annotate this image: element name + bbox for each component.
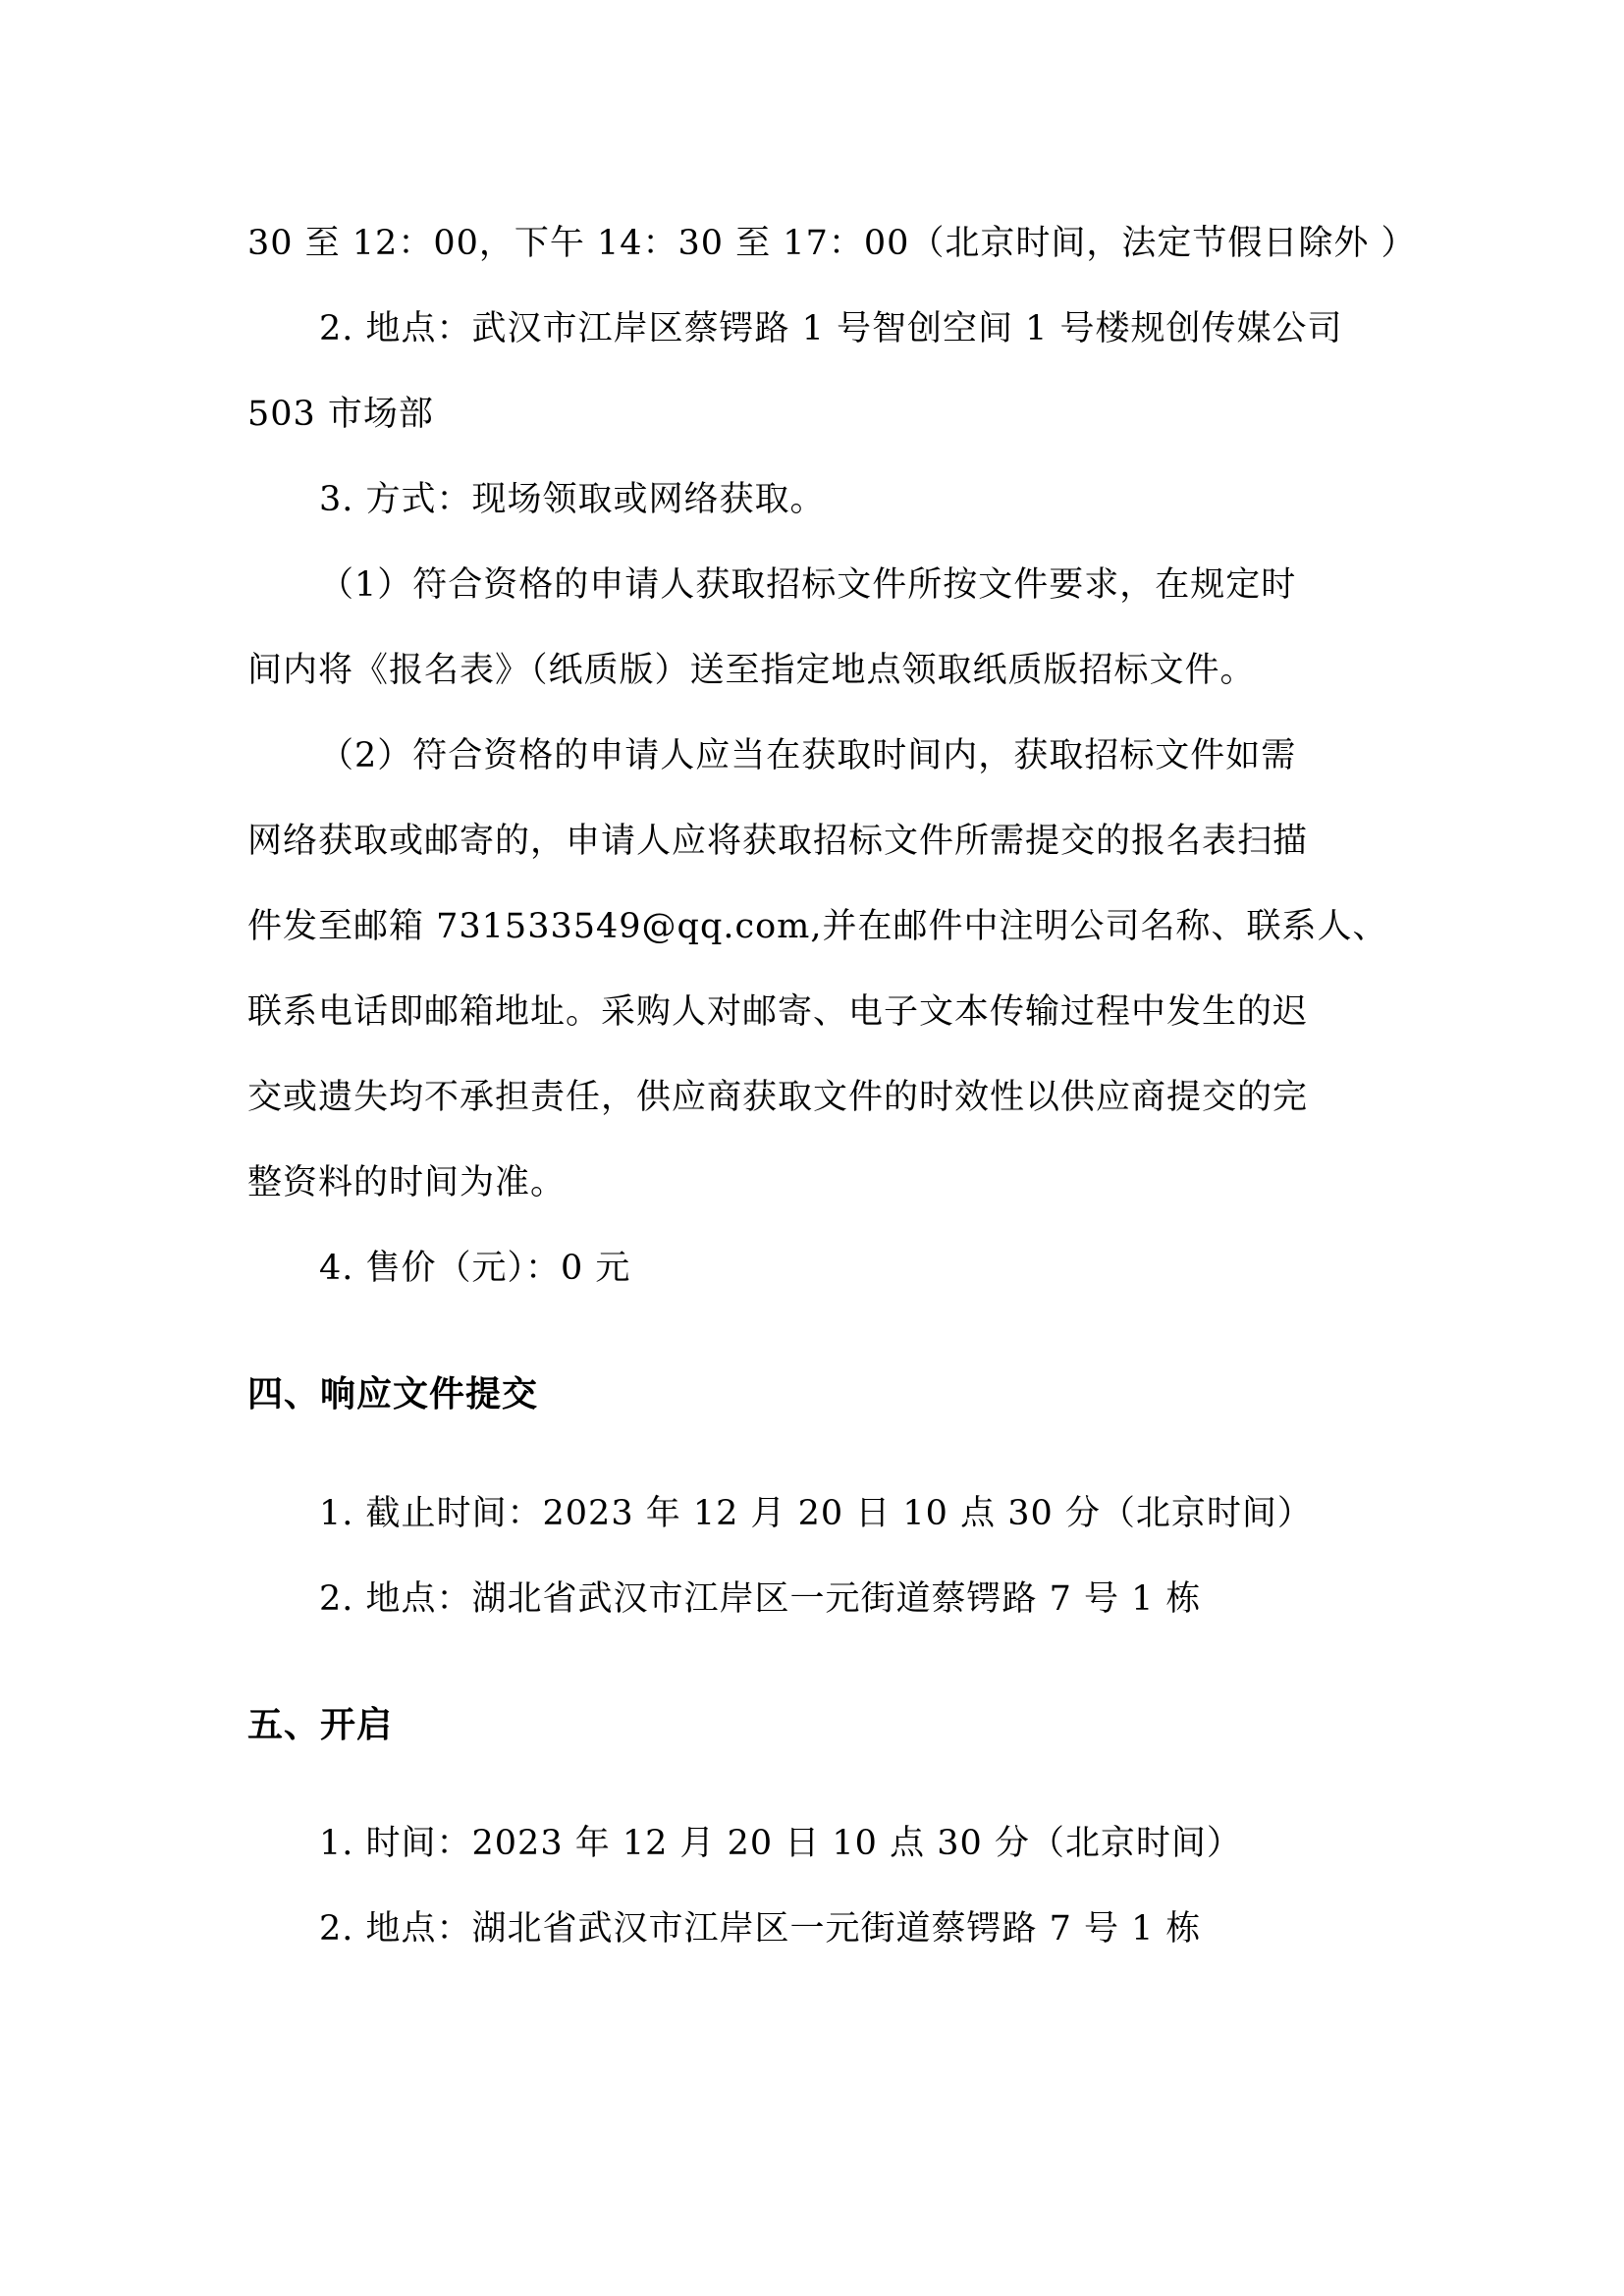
item2-line-4: 联系电话即邮箱地址。采购人对邮寄、电子文本传输过程中发生的迟 (247, 992, 1309, 1032)
section-5-heading: 五、开启 (247, 1705, 394, 1745)
item2-line-5: 交或遗失均不承担责任，供应商获取文件的时效性以供应商提交的完 (247, 1078, 1309, 1117)
item2-line-6: 整资料的时间为准。 (247, 1163, 567, 1202)
item2-line-2: 网络获取或邮寄的，申请人应将获取招标文件所需提交的报名表扫描 (247, 822, 1309, 861)
location-line-1: 2. 地点：武汉市江岸区蔡锷路 1 号智创空间 1 号楼规创传媒公司 (319, 309, 1343, 348)
item1-line-1: （1）符合资格的申请人获取招标文件所按文件要求，在规定时 (319, 565, 1297, 605)
time-line-end: 30 至 12：00，下午 14：30 至 17：00（北京时间，法定节假日除外 ） (247, 224, 1417, 263)
item2-line-1: （2）符合资格的申请人应当在获取时间内，获取招标文件如需 (319, 736, 1297, 775)
location-line-2: 503 市场部 (247, 395, 434, 434)
submission-location-line: 2. 地点：湖北省武汉市江岸区一元街道蔡锷路 7 号 1 栋 (319, 1579, 1202, 1619)
opening-time-line: 1. 时间：2023 年 12 月 20 日 10 点 30 分（北京时间） (319, 1824, 1242, 1863)
method-line: 3. 方式：现场领取或网络获取。 (319, 480, 826, 519)
item2-line-3: 件发至邮箱 731533549@qq.com,并在邮件中注明公司名称、联系人、 (247, 907, 1388, 946)
item1-line-2: 间内将《报名表》（纸质版）送至指定地点领取纸质版招标文件。 (247, 651, 1256, 690)
price-line: 4. 售价（元）：0 元 (319, 1249, 631, 1288)
opening-location-line: 2. 地点：湖北省武汉市江岸区一元街道蔡锷路 7 号 1 栋 (319, 1909, 1202, 1949)
deadline-line: 1. 截止时间：2023 年 12 月 20 日 10 点 30 分（北京时间） (319, 1494, 1313, 1533)
section-4-heading: 四、响应文件提交 (247, 1374, 539, 1415)
